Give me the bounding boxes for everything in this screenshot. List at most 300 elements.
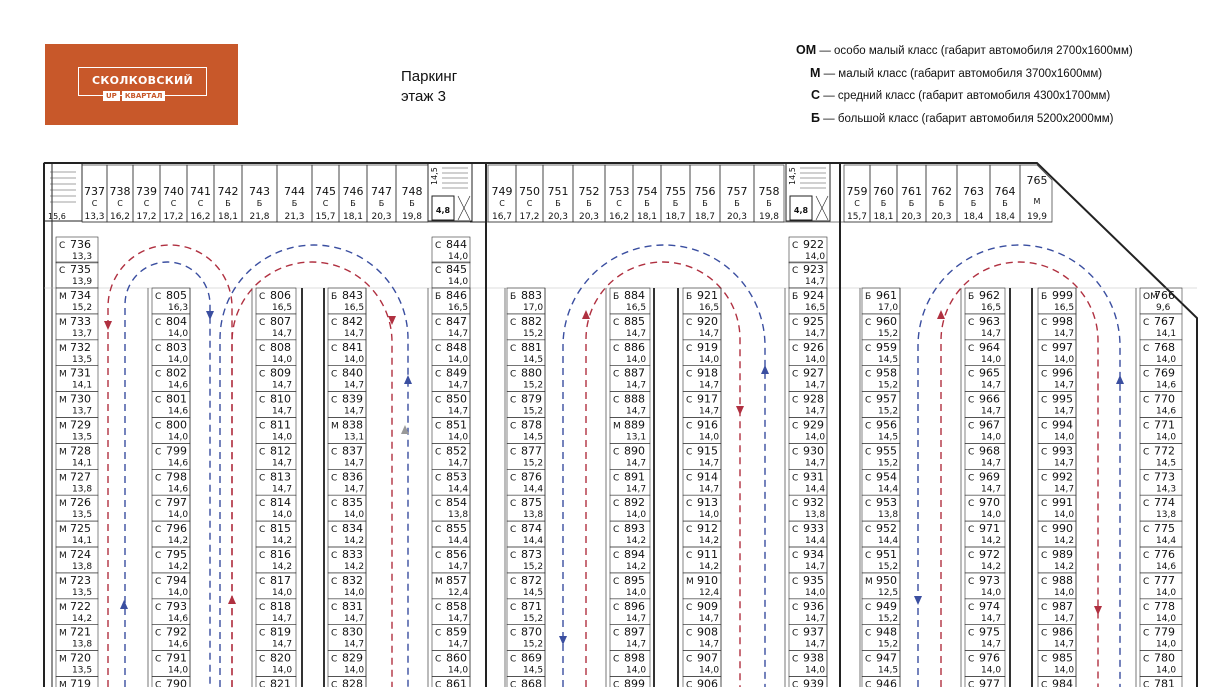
spot-class: С [686,628,693,639]
parking-spot [862,443,900,469]
parking-spot [862,288,900,314]
spot-area: 14,7 [699,328,720,339]
parking-spot [1038,443,1076,469]
spot-class: С [1143,343,1150,354]
parking-spot [507,288,545,314]
parking-spot [507,366,545,392]
spot-number: 885 [624,314,645,328]
spot-number: 820 [270,651,291,665]
spot-class: С [259,447,266,458]
spot-area: 13,8 [448,510,469,521]
spot-area: 17,0 [878,303,899,313]
spot-number: 813 [270,470,291,484]
spot-area: 14,7 [805,406,826,417]
spot-number: 897 [624,625,645,639]
spot-number: 965 [979,366,1000,380]
spot-number: 986 [1052,625,1073,639]
parking-spot [432,237,470,263]
spot-number: 967 [979,418,1000,432]
spot-area: 14,7 [805,277,826,287]
spot-number: 847 [446,314,467,328]
spot-number: 952 [876,522,897,536]
parking-spot [328,469,366,495]
spot-class: М [613,421,621,432]
spot-area: 15,2 [523,562,544,572]
spot-number: 780 [1154,651,1175,665]
parking-spot [862,469,900,495]
spot-area: 14,7 [344,328,365,339]
spot-class: С [155,473,162,484]
spot-number: 875 [521,496,542,510]
spot-number: 768 [1154,340,1175,354]
spot-area: 14,7 [805,328,826,339]
spot-number: 754 [636,185,658,198]
spot-area: 14,7 [448,639,469,650]
spot-number: 755 [665,185,686,198]
spot-number: 907 [697,651,718,665]
spot-area: 14,2 [272,562,293,572]
spot-area: 14,5 [523,587,544,598]
spot-number: 855 [446,522,467,536]
spot-number: 939 [803,677,824,687]
spot-area: 14,0 [981,354,1002,365]
spot-class: С [792,551,799,561]
parking-spot [516,165,543,222]
spot-area: 14,0 [344,510,365,521]
spot-class: С [792,447,799,458]
parking-spot [1140,677,1182,687]
spot-number: 953 [876,496,897,510]
spot-class: С [259,395,266,406]
parking-spot [328,651,366,677]
spot-class: С [1143,447,1150,458]
spot-area: 14,7 [344,380,365,391]
logo-up: UP [103,91,120,101]
parking-spot [683,418,721,444]
spot-area: 14,0 [805,354,826,365]
spot-class: С [613,551,620,561]
spot-number: 796 [166,522,187,536]
spot-class: С [613,317,620,328]
spot-class: Б [672,199,679,208]
spot-column-c2 [256,288,296,687]
spot-number: 832 [342,573,363,587]
spot-area: 12,4 [448,587,469,598]
spot-area: 14,4 [448,484,469,495]
spot-number: 741 [190,185,211,198]
spot-area: 13,8 [1156,510,1177,521]
spot-class: С [259,369,266,380]
spot-area: 13,8 [72,484,93,495]
parking-spot [965,521,1005,547]
spot-class: С [510,421,517,432]
spot-area: 14,7 [981,484,1002,495]
spot-area: 14,4 [523,536,544,547]
parking-spot [610,521,650,547]
parking-spot [789,288,827,314]
spot-number: 848 [446,340,467,354]
spot-class: С [686,551,693,561]
spot-class: С [510,473,517,484]
parking-spot [56,443,98,469]
parking-spot [82,165,107,222]
spot-class: С [259,576,266,587]
spot-class: С [1041,499,1048,510]
parking-spot [789,443,827,469]
spot-area: 16,5 [805,303,826,313]
spot-class: Б [435,292,442,302]
spot-class: С [155,628,162,639]
parking-spot [683,521,721,547]
spot-column-l1 [56,237,98,687]
parking-spot [965,366,1005,392]
spot-area: 14,7 [272,613,293,624]
parking-spot [242,165,277,222]
spot-number: 854 [446,496,467,510]
spot-class: М [59,628,67,639]
spot-class: С [331,576,338,587]
spot-area: 14,2 [344,536,365,547]
spot-class: М [59,654,67,665]
parking-spot [339,165,367,222]
spot-area: 14,0 [1156,665,1177,676]
spot-class: С [968,499,975,510]
spot-area: 15,7 [315,212,336,222]
spot-area: 14,7 [272,328,293,339]
route-blue [563,245,765,687]
spot-number: 874 [521,522,542,536]
spot-class: С [865,680,872,687]
spot-class: С [1143,654,1150,665]
spot-class: С [686,395,693,406]
spot-column-c8 [789,288,827,687]
spot-number: 749 [491,185,513,198]
spot-class: М [331,421,339,432]
spot-number: 995 [1052,392,1073,406]
spot-number: 730 [70,392,91,406]
parking-spot [328,599,366,625]
parking-spot [56,340,98,366]
spot-number: 791 [166,651,187,665]
parking-spot [610,599,650,625]
parking-spot [256,418,296,444]
parking-spot [507,314,545,340]
spot-number: 876 [521,470,542,484]
spot-class: Б [686,292,693,302]
spot-number: 958 [876,366,897,380]
spot-area: 13,9 [72,277,93,287]
spot-class: С [968,551,975,561]
parking-spot [256,547,296,573]
spot-number: 988 [1052,573,1073,587]
spot-class: С [865,369,872,380]
spot-number: 890 [624,444,645,458]
spot-class: Б [644,199,650,208]
spot-area: 14,7 [1054,458,1075,469]
parking-spot [507,443,545,469]
stair-left [44,163,82,221]
legend-code: М [810,65,821,80]
legend-code: Б [811,110,820,125]
spot-number: 740 [163,185,184,198]
spot-class: С [510,654,517,665]
spot-area: 14,0 [699,354,720,365]
parking-spot [610,495,650,521]
legend-code: С [811,88,821,102]
spot-area: 14,4 [805,536,826,547]
spot-area: 14,7 [1054,639,1075,650]
spot-area: 14,6 [168,458,189,469]
parking-spot [610,651,650,677]
spot-class: М [865,576,873,587]
spot-class: Б [970,199,977,208]
spot-class: С [865,499,872,510]
spot-class: С [435,241,442,251]
spot-number: 793 [166,599,187,613]
shaft-1 [428,163,472,221]
spot-area: 14,0 [699,432,720,443]
parking-spot [965,288,1005,314]
spot-area: 14,0 [1054,587,1075,598]
spot-number: 738 [109,185,131,198]
spot-area: 14,2 [626,536,647,547]
spot-number: 835 [342,496,363,510]
parking-spot [661,165,690,222]
spot-number: 743 [249,185,270,198]
spot-area: 14,7 [448,406,469,417]
spot-class: М [686,576,694,587]
spot-area: 14,0 [272,665,293,676]
spot-number: 776 [1154,548,1175,561]
spot-class: С [435,654,442,665]
spot-area: 14,0 [1054,510,1075,521]
spot-area: 16,5 [1054,303,1075,313]
spot-number: 996 [1052,366,1073,380]
spot-class: С [331,602,338,613]
spot-area: 13,1 [626,432,647,443]
spot-class: С [613,395,620,406]
parking-spot [133,165,160,222]
spot-area: 14,2 [626,562,647,572]
spot-column-c8top [789,237,827,288]
spot-area: 20,3 [547,212,569,222]
shaft-2 [786,163,830,221]
spot-class: М [59,551,67,561]
spot-number: 871 [521,599,542,613]
spot-class: С [616,199,622,208]
spot-number: 811 [270,418,291,432]
spot-area: 18,4 [994,212,1016,222]
spot-number: 762 [931,185,952,198]
parking-spot [312,165,339,222]
parking-spot [862,495,900,521]
route-blue [220,245,408,687]
spot-number: 910 [697,573,718,587]
spot-number: 991 [1052,496,1073,510]
parking-spot [862,366,900,392]
parking-spot [610,418,650,444]
spot-area: 14,0 [448,277,469,287]
spot-number: 756 [694,185,716,198]
spot-class: С [865,551,872,561]
spot-class: С [331,395,338,406]
spot-number: 728 [70,444,91,458]
spot-class: С [259,602,266,613]
parking-spot [152,366,190,392]
spot-class: С [792,499,799,510]
spot-class: С [435,525,442,536]
spot-class: С [510,343,517,354]
spot-class: С [526,199,533,208]
spot-class: С [686,473,693,484]
spot-number: 873 [521,548,542,561]
parking-spot [789,677,827,687]
parking-spot [432,469,470,495]
parking-spot [789,521,827,547]
spot-class: С [259,343,266,354]
spot-class: С [331,473,338,484]
parking-spot [507,521,545,547]
parking-spot [432,366,470,392]
spot-class: С [435,499,442,510]
spot-area: 18,1 [873,212,894,222]
spot-number: 929 [803,418,824,432]
spot-area: 15,2 [878,380,899,391]
spot-number: 761 [901,185,922,198]
parking-spot [152,625,190,651]
legend-code: ОМ [796,43,817,57]
spot-number: 938 [803,651,824,665]
spot-class: Б [938,199,945,208]
parking-spot [683,314,721,340]
parking-spot [965,599,1005,625]
parking-spot [1140,418,1182,444]
spot-number: 810 [270,392,291,406]
spot-class: С [1143,317,1150,328]
spot-area: 13,5 [72,587,93,598]
parking-spot [328,392,366,418]
parking-spot [256,625,296,651]
parking-spot [870,165,897,222]
spot-area: 14,0 [1054,665,1075,676]
logo-word: СКОЛКОВСКИЙ [91,74,194,87]
parking-spot [56,573,98,599]
spot-area: 14,7 [272,380,293,391]
top-row-spots [82,165,1052,222]
spot-class: С [259,525,266,536]
parking-spot [683,288,721,314]
parking-spot [1140,521,1182,547]
spot-number: 843 [342,289,363,302]
route-arrow [1116,375,1124,384]
spot-number: 912 [697,522,718,536]
spot-number: 906 [697,677,718,687]
spot-area: 19,8 [401,212,423,222]
spot-class: С [510,369,517,380]
spot-number: 928 [803,392,824,406]
spot-class: С [510,499,517,510]
spot-area: 9,6 [1156,303,1171,313]
parking-spot [862,651,900,677]
parking-spot [152,495,190,521]
spot-number: 898 [624,651,645,665]
spot-number: 920 [697,314,718,328]
spot-area: 12,4 [699,587,720,598]
spot-area: 14,7 [1054,328,1075,339]
spot-number: 817 [270,573,291,587]
spot-area: 14,2 [272,536,293,547]
spot-area: 14,0 [981,510,1002,521]
spot-class: С [865,421,872,432]
spot-class: С [968,343,975,354]
spot-number: 954 [876,470,897,484]
spot-number: 797 [166,496,187,510]
spot-class: С [155,343,162,354]
parking-spot [152,392,190,418]
spot-number: 747 [371,185,392,198]
spot-area: 14,2 [344,562,365,572]
parking-spot [56,262,98,288]
spot-class: С [510,525,517,536]
spot-number: 808 [270,340,291,354]
parking-spot [683,599,721,625]
spot-class: С [143,199,150,208]
spot-area: 13,8 [878,510,899,521]
spot-area: 14,6 [168,380,189,391]
spot-area: 14,7 [981,380,1002,391]
spot-number: 914 [697,470,718,484]
spot-class: М [59,473,67,484]
spot-class: С [686,447,693,458]
spot-class: С [259,473,266,484]
parking-spot [683,340,721,366]
spot-number: 818 [270,599,291,613]
spot-area: 14,7 [699,406,720,417]
spot-area: 14,7 [981,639,1002,650]
spot-number: 764 [994,185,1016,198]
parking-spot [432,625,470,651]
parking-spot [965,573,1005,599]
spot-number: 860 [446,651,467,665]
spot-area: 14,0 [981,587,1002,598]
parking-spot [789,366,827,392]
parking-spot [897,165,926,222]
spot-class: С [170,199,177,208]
spot-number: 966 [979,392,1000,406]
spot-number: 806 [270,289,291,302]
parking-spot [789,495,827,521]
legend-text: — большой класс (габарит автомобиля 5200х2000мм) [819,112,1114,125]
spot-number: 830 [342,625,363,639]
spot-number: 973 [979,573,1000,587]
spot-number: 767 [1154,314,1175,328]
spot-column-c10 [965,288,1005,687]
spot-class: С [259,680,266,687]
spot-number: 814 [270,496,291,510]
parking-spot [683,495,721,521]
parking-spot [56,366,98,392]
spot-number: 931 [803,470,824,484]
spot-class: С [331,654,338,665]
spot-number: 918 [697,366,718,380]
spot-class: С [155,447,162,458]
spot-number: 750 [519,185,540,198]
parking-spot [152,443,190,469]
spot-number: 842 [342,314,363,328]
spot-area: 14,1 [72,458,93,469]
parking-spot [610,314,650,340]
spot-class: С [792,602,799,613]
